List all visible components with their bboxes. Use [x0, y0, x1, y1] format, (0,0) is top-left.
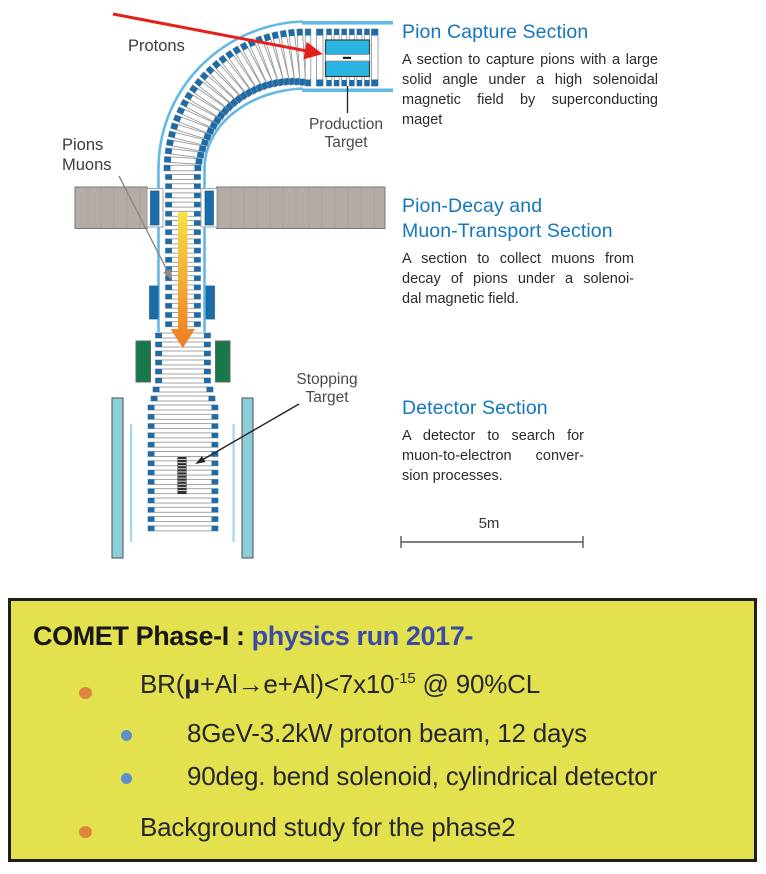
production-target-label: Production: [308, 116, 384, 133]
phase-title-blue: physics run 2017-: [251, 621, 473, 651]
section-body: A section to collect muons from decay of pions under a solenoi- dal magnetic field.: [402, 251, 634, 307]
stopping-target-label: Stopping: [296, 371, 358, 388]
bullet-dot: [79, 826, 92, 838]
production-target-label-2: Target: [324, 134, 368, 151]
bullet-br-limit: $BR(\mu+Al\to e+Al)<7x10^{-15}$ @ 90%CL: [140, 669, 541, 699]
section-body: A section to capture pions with a large solid angle under a high solenoidal magnetic field by superconducting maget: [402, 52, 658, 128]
section-title: Detector Section: [402, 397, 548, 419]
protons-label: Protons: [128, 37, 185, 55]
detector-section-shapes: [112, 398, 253, 558]
scale-bar: [401, 536, 583, 548]
section-pion-capture: [402, 20, 658, 130]
pions-label: Pions: [62, 136, 104, 154]
bullet-background-study: Background study for the phase2: [140, 812, 516, 842]
bullet-solenoid-detector: 90deg. bend solenoid, cylindrical detector: [187, 761, 658, 791]
phase-box-title: [33, 621, 473, 652]
shield-wall: [75, 186, 385, 230]
muons-label: Muons: [62, 156, 112, 174]
production-target-mark: [343, 57, 351, 59]
pion-capture-solenoid: [302, 21, 393, 113]
bullet-dot: [79, 687, 92, 699]
bullet-dot: [121, 730, 132, 741]
section-body: A detector to search for muon-to-electron conver- sion processes.: [402, 428, 584, 484]
phase-title-black: COMET Phase-I :: [33, 621, 252, 651]
bullet-dot: [121, 773, 132, 784]
section-title: Pion Capture Section: [402, 21, 589, 43]
bend-solenoid-coils: [164, 29, 311, 171]
bullet-proton-beam: 8GeV-3.2kW proton beam, 12 days: [187, 718, 587, 748]
stopping-target-label-2: Target: [305, 389, 349, 406]
comet-phase1-summary-box: [8, 598, 757, 862]
scale-bar-label: 5m: [478, 515, 500, 532]
section-pion-decay-muon-transport: [402, 194, 634, 309]
section-detector: [402, 396, 584, 486]
section-title: Pion-Decay and Muon-Transport Section: [402, 195, 613, 242]
